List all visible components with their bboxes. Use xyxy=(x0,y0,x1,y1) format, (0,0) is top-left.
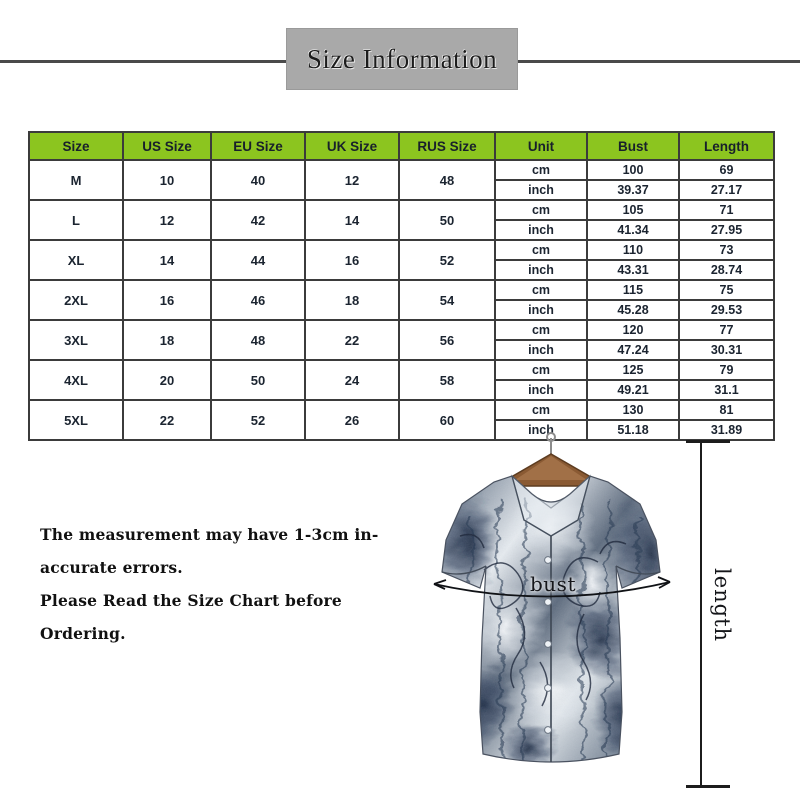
cell-unit-cm: cm xyxy=(495,360,587,380)
cell-bust-inch: 51.18 xyxy=(587,420,679,440)
cell-length-inch: 27.95 xyxy=(679,220,774,240)
length-vertical-line xyxy=(700,440,702,788)
cell-size: 4XL xyxy=(29,360,123,400)
cell-uk-size: 26 xyxy=(305,400,399,440)
cell-length-inch: 31.89 xyxy=(679,420,774,440)
cell-size: L xyxy=(29,200,123,240)
cell-bust-inch: 45.28 xyxy=(587,300,679,320)
cell-length-inch: 30.31 xyxy=(679,340,774,360)
table-header-row xyxy=(29,132,774,160)
cell-bust-inch: 47.24 xyxy=(587,340,679,360)
length-cap-top xyxy=(686,440,730,443)
cell-unit-cm: cm xyxy=(495,240,587,260)
cell-us-size: 12 xyxy=(123,200,211,240)
column-header-length: Length xyxy=(679,132,774,160)
cell-unit-cm: cm xyxy=(495,320,587,340)
cell-unit-cm: cm xyxy=(495,280,587,300)
cell-unit-cm: cm xyxy=(495,200,587,220)
cell-bust-inch: 49.21 xyxy=(587,380,679,400)
table-row xyxy=(29,200,774,220)
measurement-disclaimer xyxy=(40,518,390,650)
table-row xyxy=(29,240,774,260)
cell-length-cm: 71 xyxy=(679,200,774,220)
cell-length-inch: 28.74 xyxy=(679,260,774,280)
disclaimer-line-4: Ordering. xyxy=(40,624,126,643)
size-table-container xyxy=(28,131,773,441)
cell-us-size: 20 xyxy=(123,360,211,400)
cell-bust-inch: 39.37 xyxy=(587,180,679,200)
disclaimer-line-3: Please Read the Size Chart before xyxy=(40,591,342,610)
cell-size: M xyxy=(29,160,123,200)
cell-eu-size: 50 xyxy=(211,360,305,400)
cell-uk-size: 16 xyxy=(305,240,399,280)
cell-unit-inch: inch xyxy=(495,260,587,280)
column-header-unit: Unit xyxy=(495,132,587,160)
page-title-banner xyxy=(0,28,800,90)
cell-eu-size: 44 xyxy=(211,240,305,280)
cell-unit-cm: cm xyxy=(495,400,587,420)
column-header-size: Size xyxy=(29,132,123,160)
cell-rus-size: 50 xyxy=(399,200,495,240)
cell-us-size: 22 xyxy=(123,400,211,440)
size-table-body xyxy=(29,160,774,440)
length-cap-bottom xyxy=(686,785,730,788)
cell-length-inch: 29.53 xyxy=(679,300,774,320)
cell-bust-cm: 125 xyxy=(587,360,679,380)
cell-us-size: 14 xyxy=(123,240,211,280)
cell-unit-inch: inch xyxy=(495,300,587,320)
cell-rus-size: 56 xyxy=(399,320,495,360)
cell-length-inch: 31.1 xyxy=(679,380,774,400)
size-table xyxy=(28,131,775,441)
disclaimer-line-2: accurate errors. xyxy=(40,558,183,577)
cell-length-inch: 27.17 xyxy=(679,180,774,200)
column-header-us-size: US Size xyxy=(123,132,211,160)
cell-bust-cm: 120 xyxy=(587,320,679,340)
cell-us-size: 18 xyxy=(123,320,211,360)
cell-length-cm: 75 xyxy=(679,280,774,300)
cell-bust-inch: 41.34 xyxy=(587,220,679,240)
table-row xyxy=(29,400,774,420)
length-label: length xyxy=(710,568,734,643)
bust-label: bust xyxy=(530,572,576,596)
cell-rus-size: 60 xyxy=(399,400,495,440)
cell-size: 2XL xyxy=(29,280,123,320)
cell-unit-inch: inch xyxy=(495,380,587,400)
table-row xyxy=(29,160,774,180)
cell-uk-size: 22 xyxy=(305,320,399,360)
page-title: Size Information xyxy=(306,43,498,74)
cell-bust-cm: 115 xyxy=(587,280,679,300)
cell-us-size: 10 xyxy=(123,160,211,200)
title-box xyxy=(286,28,518,90)
table-row xyxy=(29,280,774,300)
cell-unit-inch: inch xyxy=(495,220,587,240)
cell-length-cm: 69 xyxy=(679,160,774,180)
cell-uk-size: 12 xyxy=(305,160,399,200)
hanger-icon xyxy=(504,433,597,486)
cell-rus-size: 54 xyxy=(399,280,495,320)
cell-rus-size: 52 xyxy=(399,240,495,280)
cell-length-cm: 81 xyxy=(679,400,774,420)
cell-eu-size: 40 xyxy=(211,160,305,200)
column-header-uk-size: UK Size xyxy=(305,132,399,160)
cell-uk-size: 24 xyxy=(305,360,399,400)
cell-eu-size: 46 xyxy=(211,280,305,320)
product-photo xyxy=(420,432,682,788)
cell-uk-size: 14 xyxy=(305,200,399,240)
column-header-eu-size: EU Size xyxy=(211,132,305,160)
disclaimer-line-1: The measurement may have 1-3cm in- xyxy=(40,525,379,544)
column-header-rus-size: RUS Size xyxy=(399,132,495,160)
cell-unit-inch: inch xyxy=(495,180,587,200)
column-header-bust: Bust xyxy=(587,132,679,160)
cell-unit-inch: inch xyxy=(495,340,587,360)
cell-length-cm: 79 xyxy=(679,360,774,380)
cell-rus-size: 48 xyxy=(399,160,495,200)
cell-size: 3XL xyxy=(29,320,123,360)
table-row xyxy=(29,360,774,380)
cell-eu-size: 52 xyxy=(211,400,305,440)
cell-bust-cm: 110 xyxy=(587,240,679,260)
cell-length-cm: 77 xyxy=(679,320,774,340)
cell-bust-inch: 43.31 xyxy=(587,260,679,280)
cell-eu-size: 42 xyxy=(211,200,305,240)
cell-uk-size: 18 xyxy=(305,280,399,320)
cell-eu-size: 48 xyxy=(211,320,305,360)
cell-unit-cm: cm xyxy=(495,160,587,180)
cell-rus-size: 58 xyxy=(399,360,495,400)
cell-bust-cm: 130 xyxy=(587,400,679,420)
cell-us-size: 16 xyxy=(123,280,211,320)
cell-bust-cm: 105 xyxy=(587,200,679,220)
table-row xyxy=(29,320,774,340)
cell-size: XL xyxy=(29,240,123,280)
cell-unit-inch: inch xyxy=(495,420,587,440)
cell-length-cm: 73 xyxy=(679,240,774,260)
length-measure-line xyxy=(686,440,746,788)
cell-size: 5XL xyxy=(29,400,123,440)
cell-bust-cm: 100 xyxy=(587,160,679,180)
